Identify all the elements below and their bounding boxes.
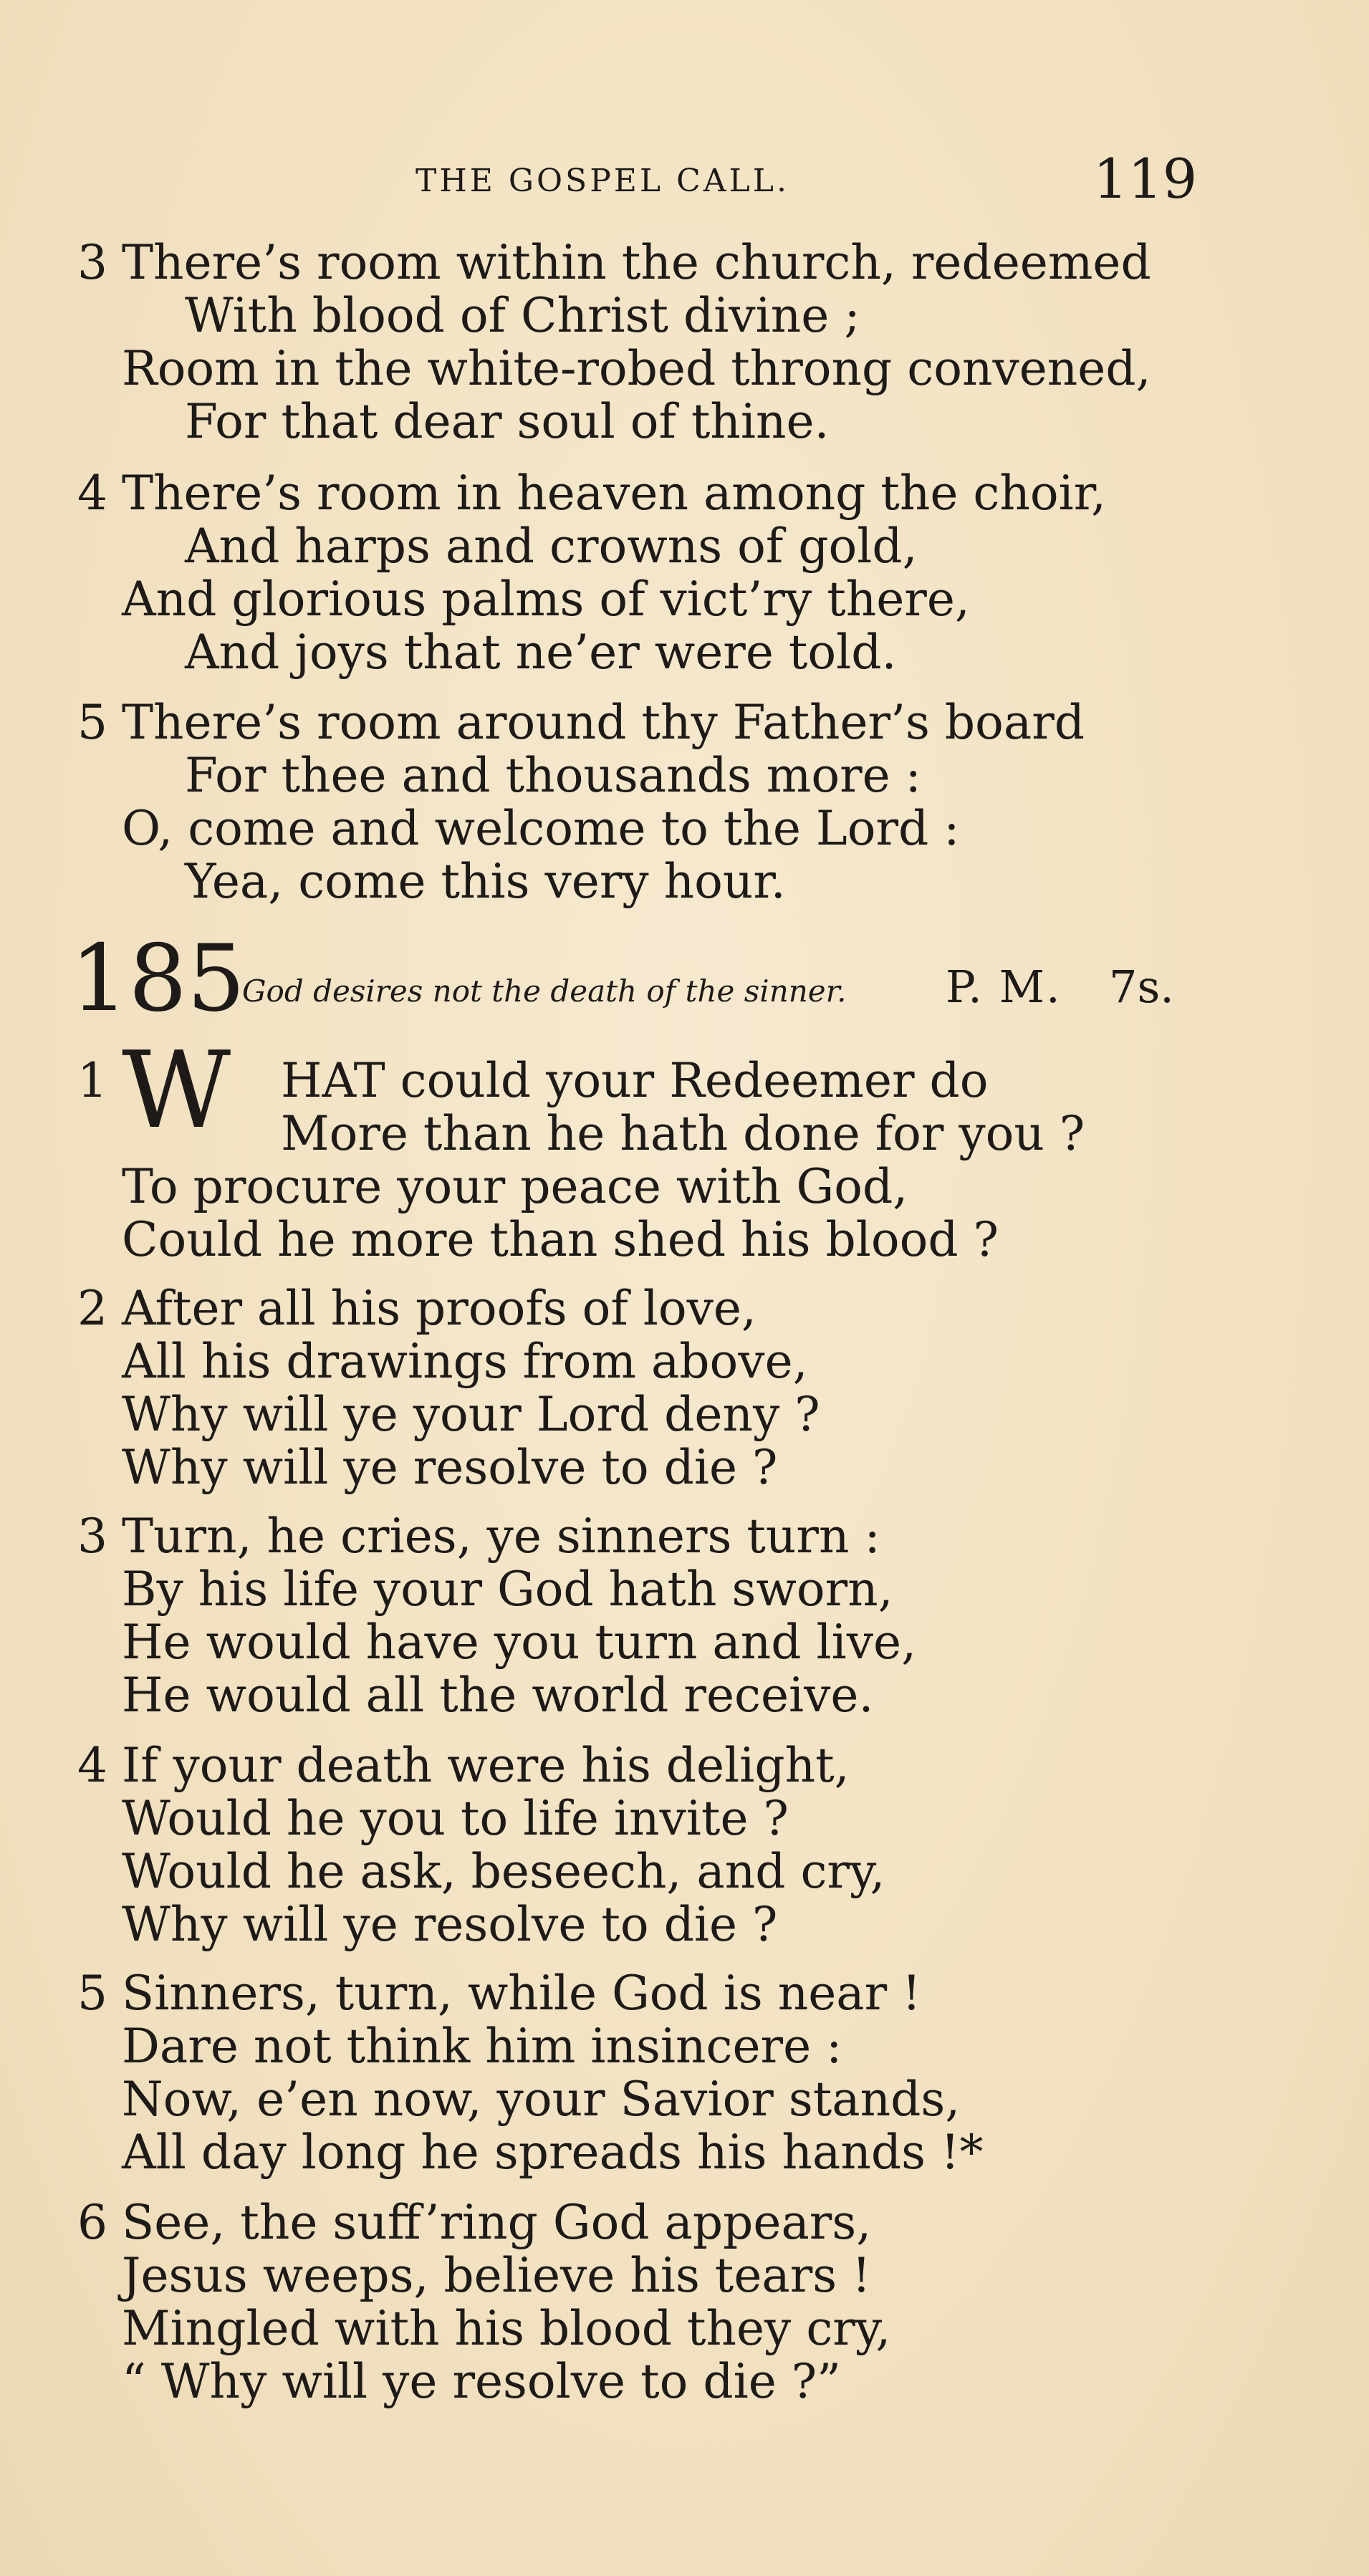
stanza-line (0, 1792, 1369, 1845)
stanza-6 (0, 2196, 1369, 2408)
stanza-line (0, 2196, 1369, 2249)
verse-line: O, come and welcome to the Lord : (122, 801, 960, 856)
verse-line: Turn, he cries, ye sinners turn : (122, 1509, 880, 1564)
stanza-line (0, 802, 1369, 855)
stanza-1 (0, 1029, 1369, 1267)
stanza-line (0, 520, 1369, 573)
verse-line: See, the suff’ring God appears, (122, 2195, 872, 2250)
stanza-5 (0, 1967, 1369, 2179)
verse-line: Yea, come this very hour. (185, 854, 786, 909)
stanza-line (0, 2073, 1369, 2126)
stanza-line (0, 342, 1369, 395)
stanza-line (0, 626, 1369, 679)
hymn-meter: P. M. (946, 961, 1062, 1013)
stanza-number: 5 (77, 695, 107, 750)
verse-line: Why will ye resolve to die ? (122, 1897, 778, 1952)
verse-line: For that dear soul of thine. (185, 394, 830, 449)
verse-line: By his life your God hath sworn, (122, 1562, 893, 1617)
stanza-line (0, 1282, 1369, 1335)
verse-line: For thee and thousands more : (185, 748, 921, 803)
stanza-line (0, 1335, 1369, 1388)
stanza-prev-3 (0, 236, 1369, 448)
verse-line: There’s room around thy Father’s board (122, 695, 1085, 750)
stanza-line (0, 1898, 1369, 1951)
stanza-line (0, 2302, 1369, 2355)
drop-cap: W (122, 1029, 231, 1152)
stanza-line (0, 696, 1369, 749)
verse-line: To procure your peace with God, (122, 1159, 908, 1214)
stanza-line (0, 236, 1369, 289)
stanza-line (0, 1160, 1369, 1213)
stanza-line (0, 1054, 1369, 1107)
stanza-number: 6 (77, 2195, 107, 2250)
hymn-subtitle: God desires not the death of the sinner. (242, 974, 847, 1009)
verse-line: Jesus weeps, believe his tears ! (122, 2248, 871, 2303)
stanza-3 (0, 1510, 1369, 1722)
verse-line: After all his proofs of love, (122, 1281, 756, 1336)
verse-line: Dare not think him insincere : (122, 2019, 842, 2074)
stanza-number: 3 (77, 235, 107, 290)
stanza-number: 3 (77, 1509, 107, 1564)
stanza-number: 4 (77, 466, 107, 521)
stanza-line (0, 467, 1369, 520)
running-head: THE GOSPEL CALL. (415, 163, 789, 199)
stanza-line (0, 395, 1369, 448)
verse-line: Could he more than shed his blood ? (122, 1212, 999, 1267)
stanza-2 (0, 1282, 1369, 1494)
verse-line: Why will ye resolve to die ? (122, 1440, 778, 1495)
verse-line: There’s room within the church, redeemed (122, 235, 1151, 290)
verse-line: There’s room in heaven among the choir, (122, 466, 1107, 521)
verse-line: He would all the world receive. (122, 1668, 874, 1723)
stanza-line (0, 1739, 1369, 1792)
stanza-line (0, 2126, 1369, 2179)
verse-line: Mingled with his blood they cry, (122, 2301, 891, 2356)
verse-line: If your death were his delight, (122, 1738, 850, 1793)
hymn-meter-type: 7s. (1109, 961, 1174, 1013)
verse-line: Room in the white-robed throng convened, (122, 341, 1151, 396)
verse-line: He would have you turn and live, (122, 1615, 917, 1670)
stanza-line (0, 2355, 1369, 2408)
verse-line: All his drawings from above, (122, 1334, 808, 1389)
verse-line: And harps and crowns of gold, (185, 519, 918, 574)
verse-line: All day long he spreads his hands !* (122, 2125, 984, 2180)
stanza-line (0, 2020, 1369, 2073)
page-number: 119 (1093, 147, 1198, 211)
stanza-number: 2 (77, 1281, 107, 1336)
verse-line: Now, e’en now, your Savior stands, (122, 2072, 961, 2127)
stanza-line (0, 1213, 1369, 1267)
stanza-line (0, 573, 1369, 626)
stanza-line (0, 1845, 1369, 1898)
stanza-line (0, 855, 1369, 908)
verse-line: With blood of Christ divine ; (185, 288, 860, 343)
hymn-number: 185 (70, 926, 246, 1032)
verse-line: Would he you to life invite ? (122, 1791, 789, 1846)
hymn-heading (0, 926, 1369, 1033)
verse-line: HAT could your Redeemer do (281, 1053, 989, 1108)
stanza-number: 4 (77, 1738, 107, 1793)
stanza-4 (0, 1739, 1369, 1951)
verse-line: Would he ask, beseech, and cry, (122, 1844, 885, 1899)
stanza-line (0, 1441, 1369, 1494)
stanza-line (0, 2249, 1369, 2302)
stanza-number: 5 (77, 1966, 107, 2021)
stanza-line (0, 1967, 1369, 2020)
stanza-prev-4 (0, 467, 1369, 679)
stanza-line (0, 289, 1369, 342)
stanza-number: 1 (77, 1053, 107, 1108)
stanza-line (0, 1616, 1369, 1669)
verse-line: Sinners, turn, while God is near ! (122, 1966, 921, 2021)
stanza-line (0, 1563, 1369, 1616)
stanza-line (0, 1510, 1369, 1563)
verse-line: More than he hath done for you ? (281, 1106, 1085, 1161)
stanza-line (0, 1388, 1369, 1441)
stanza-prev-5 (0, 696, 1369, 908)
stanza-line (0, 1669, 1369, 1722)
verse-line: Why will ye your Lord deny ? (122, 1387, 820, 1442)
stanza-line (0, 1107, 1369, 1160)
stanza-line (0, 749, 1369, 802)
verse-line: And joys that ne’er were told. (185, 625, 897, 680)
verse-line: And glorious palms of vict’ry there, (122, 572, 970, 627)
verse-line: “ Why will ye resolve to die ?” (122, 2354, 841, 2409)
page-header (0, 147, 1369, 211)
